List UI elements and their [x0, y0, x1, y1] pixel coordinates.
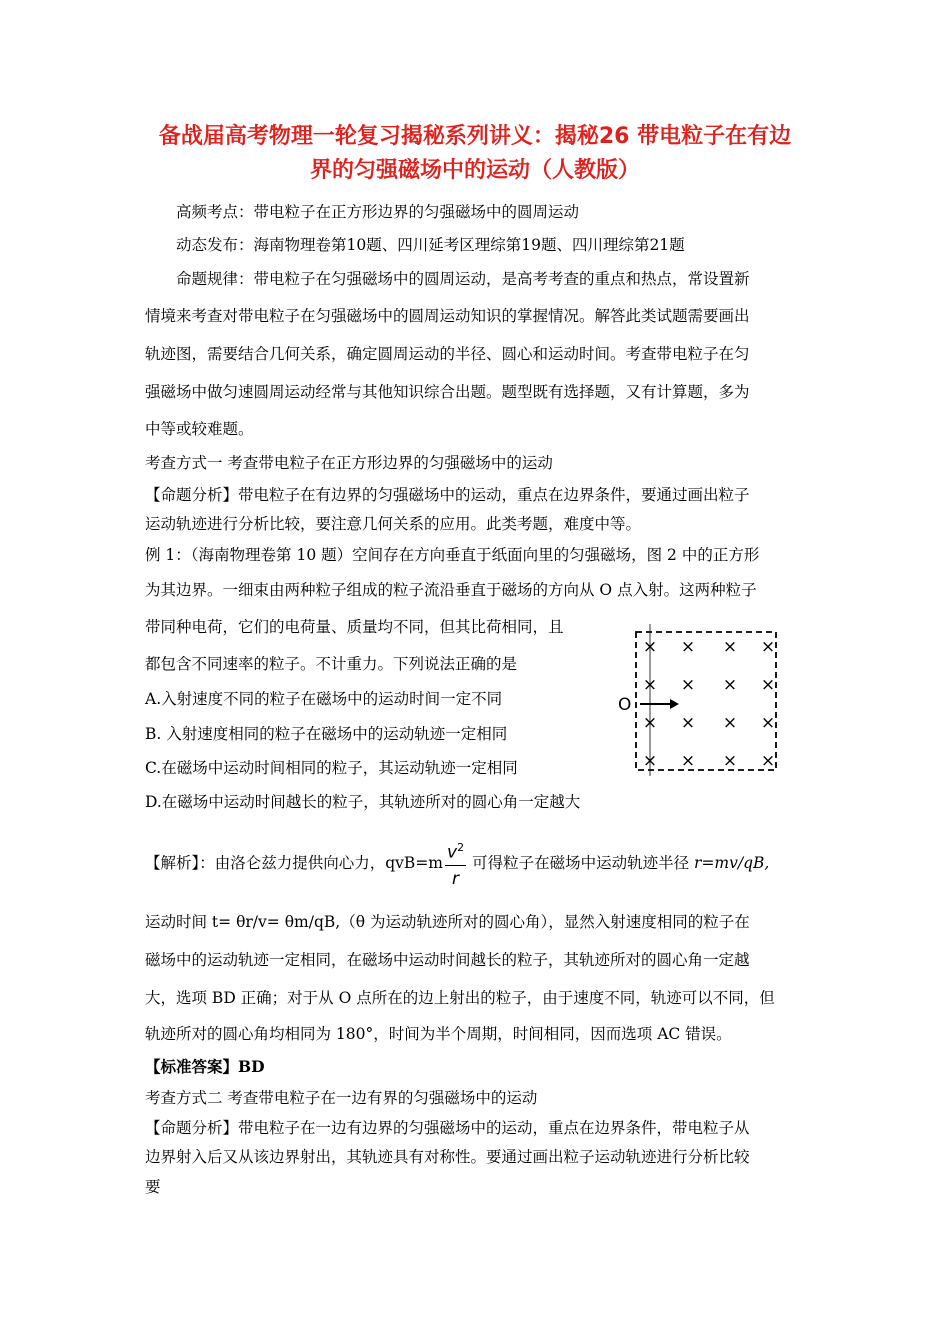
- field-cross-mark: ×: [642, 675, 658, 695]
- section2-analysis: 要: [145, 1178, 161, 1196]
- field-cross-mark: ×: [760, 675, 776, 695]
- field-cross-mark: ×: [760, 713, 776, 733]
- field-cross-mark: ×: [760, 751, 776, 771]
- field-cross-mark: ×: [642, 637, 658, 657]
- solution-line: 运动时间 t= θr/v= θm/qB,（θ 为运动轨迹所对的圆心角），显然入射速度相同的粒子在: [145, 913, 750, 931]
- standard-answer: 【标准答案】BD: [145, 1057, 265, 1076]
- dynamic-release: 动态发布：海南物理卷第10题、四川延考区理综第19题、四川理综第21题: [176, 236, 685, 254]
- solution-tail: 可得粒子在磁场中运动轨迹半径: [472, 853, 690, 872]
- section1-analysis: 【命题分析】带电粒子在有边界的匀强磁场中的运动，重点在边界条件，要通过画出粒子: [145, 486, 750, 504]
- section2-analysis: 【命题分析】带电粒子在一边有边界的匀强磁场中的运动，重点在边界条件，带电粒子从: [145, 1119, 750, 1137]
- field-cross-mark: ×: [722, 751, 738, 771]
- field-cross-mark: ×: [760, 637, 776, 657]
- example-line: 都包含不同速率的粒子。不计重力。下列说法正确的是: [145, 655, 518, 673]
- field-cross-mark: ×: [642, 713, 658, 733]
- entry-arrowhead: [670, 699, 679, 709]
- field-cross-mark: ×: [680, 675, 696, 695]
- solution-first-line: [145, 836, 769, 892]
- section2-heading: 考查方式二 考查带电粒子在一边有界的匀强磁场中的运动: [145, 1089, 538, 1107]
- field-cross-mark: ×: [680, 637, 696, 657]
- section1-heading: 考查方式一 考查带电粒子在正方形边界的匀强磁场中的运动: [145, 454, 553, 472]
- rule-line: 命题规律：带电粒子在匀强磁场中的圆周运动，是高考考查的重点和热点，常设置新: [176, 270, 750, 288]
- option-c: C.在磁场中运动时间相同的粒子，其运动轨迹一定相同: [145, 759, 518, 777]
- option-d: D.在磁场中运动时间越长的粒子，其轨迹所对的圆心角一定越大: [145, 793, 581, 811]
- frac-numerator: v: [447, 842, 458, 863]
- field-cross-mark: ×: [642, 751, 658, 771]
- field-cross-mark: ×: [722, 675, 738, 695]
- radius-formula: r=mv/qB,: [694, 853, 770, 872]
- rule-line: 中等或较难题。: [145, 420, 254, 438]
- field-cross-mark: ×: [722, 637, 738, 657]
- section2-analysis: 边界射入后又从该边界射出，其轨迹具有对称性。要通过画出粒子运动轨迹进行分析比较: [145, 1148, 750, 1166]
- rule-line: 强磁场中做匀速圆周运动经常与其他知识综合出题。题型既有选择题，又有计算题，多为: [145, 383, 750, 401]
- rule-line: 轨迹图，需要结合几何关系，确定圆周运动的半径、圆心和运动时间。考查带电粒子在匀: [145, 345, 750, 363]
- option-a: A.入射速度不同的粒子在磁场中的运动时间一定不同: [145, 690, 503, 708]
- title-line-1: 备战届高考物理一轮复习揭秘系列讲义：揭秘26 带电粒子在有边: [158, 124, 792, 149]
- title-line-2: 界的匀强磁场中的运动（人教版）: [309, 158, 640, 183]
- option-b: B. 入射速度相同的粒子在磁场中的运动轨迹一定相同: [145, 725, 508, 743]
- field-cross-mark: ×: [680, 751, 696, 771]
- field-cross-mark: ×: [722, 713, 738, 733]
- solution-line: 大，选项 BD 正确；对于从 O 点所在的边上射出的粒子，由于速度不同，轨迹可以不同，但: [145, 989, 775, 1007]
- frac-denominator: r: [452, 868, 460, 889]
- point-o-label: O: [618, 695, 632, 715]
- example-line: 带同种电荷，它们的电荷量、质量均不同，但其比荷相同，且: [145, 618, 564, 636]
- frac-exponent: 2: [457, 841, 465, 854]
- field-cross-mark: ×: [680, 713, 696, 733]
- rule-line: 情境来考查对带电粒子在匀强磁场中的圆周运动知识的掌握情况。解答此类试题需要画出: [145, 307, 750, 325]
- example-line: 例 1：（海南物理卷第 10 题）空间存在方向垂直于纸面向里的匀强磁场，图 2 中的正方形: [145, 546, 760, 564]
- solution-lead: 【解析】：由洛仑兹力提供向心力，qvB=m: [145, 853, 444, 872]
- v-squared-over-r: [445, 836, 466, 892]
- solution-line: 轨迹所对的圆心角均相同为 180°，时间为半个周期，时间相同，因而选项 AC 错误。: [145, 1025, 732, 1043]
- solution-line: 磁场中的运动轨迹一定相同，在磁场中运动时间越长的粒子，其轨迹所对的圆心角一定越: [145, 951, 750, 969]
- example-line: 为其边界。一细束由两种粒子组成的粒子流沿垂直于磁场的方向从 O 点入射。这两种粒子: [145, 581, 757, 599]
- section1-analysis: 运动轨迹进行分析比较，要注意几何关系的应用。此类考题，难度中等。: [145, 515, 642, 533]
- magnetic-field-diagram: [612, 622, 782, 778]
- hot-topic: 高频考点：带电粒子在正方形边界的匀强磁场中的圆周运动: [176, 203, 580, 221]
